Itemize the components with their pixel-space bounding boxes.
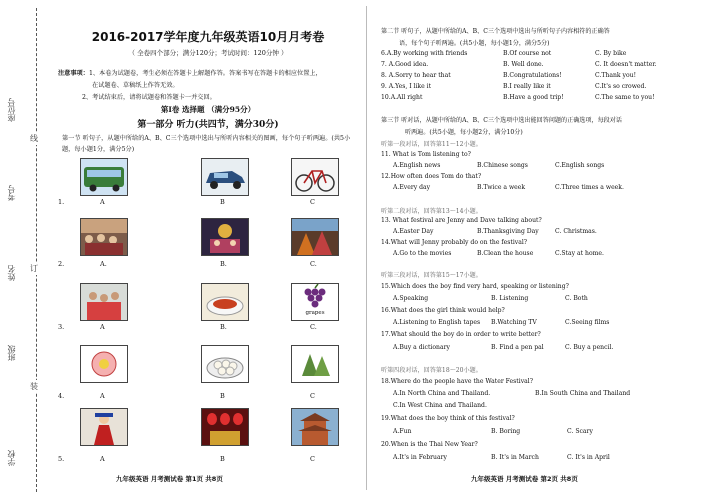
section-one-intro: 第一节 听句子，从题中所给的A、B、C三个选项中选出与所听内容相关的图画，每个句子听两遍。(共5小题，每小题1分，满分5分): [62, 135, 351, 153]
festival-picture-b: [201, 218, 249, 256]
q20-option-c: C. It's in April: [567, 454, 610, 461]
option-1a: A: [100, 198, 105, 206]
q14-option-b: B.Clean the house: [477, 250, 534, 257]
name-label: 姓名: [7, 265, 16, 281]
section-two-intro-2: 语，每个句子听两遍。(共5小题，每小题1分，满分5分): [399, 40, 550, 47]
q8-option-b: B.Congratulations!: [503, 72, 562, 79]
seat-number-label: 座位号: [7, 98, 16, 122]
notes-label: 注意事项：: [58, 70, 89, 77]
question-row-2: [58, 218, 358, 258]
q16-option-a: A.Listening to English tapes: [393, 319, 481, 326]
q19-option-a: A.Fun: [393, 428, 412, 435]
q8-option-a: 8. A.Sorry to hear that: [381, 72, 451, 79]
question-row-1: [58, 158, 358, 198]
q14-option-c: C.Stay at home.: [555, 250, 604, 257]
question-20: 20.When is the Thai New Year?: [381, 441, 478, 448]
class-label: 班级: [7, 345, 16, 361]
q13-option-c: C. Christmas.: [555, 228, 597, 235]
q18-option-c: C.In West China and Thailand.: [393, 402, 487, 409]
q17-option-c: C. Buy a pencil.: [565, 344, 614, 351]
question-number-5: 5.: [58, 455, 65, 463]
dialogue-3-heading: 听第三段对话，回答第15～17小题。: [381, 272, 482, 279]
question-14: 14.What will Jenny probably do on the festival?: [381, 239, 528, 246]
dish-picture: [201, 283, 249, 321]
option-4c: C: [310, 392, 315, 400]
exam-notes: [58, 68, 358, 104]
exam-title: 2016-2017学年度九年级英语10月月考卷: [91, 30, 325, 44]
q16-option-c: C.Seeing films: [565, 319, 610, 326]
crowd-picture: [80, 218, 128, 256]
binding-dashed-line: [36, 8, 37, 492]
q19-option-b: B. Boring: [491, 428, 521, 435]
bus-picture: [80, 158, 128, 196]
q13-option-a: A.Easter Day: [393, 228, 434, 235]
q10-option-b: B.Have a good trip!: [503, 94, 564, 101]
lanterns-picture: [201, 408, 249, 446]
q13-option-b: B.Thanksgiving Day: [477, 228, 539, 235]
question-11: 11. What is Tom listening to?: [381, 151, 471, 158]
q6-option-a: 6.A.By working with friends: [381, 50, 468, 57]
section-two-intro-1: 第二节 听句子，从题中所给的A、B、C三个选项中选出与所听句子内容相符的正确答: [381, 28, 610, 35]
binding-word-ding: 订: [30, 264, 38, 273]
option-3c: C.: [310, 323, 317, 331]
q12-option-b: B.Twice a week: [477, 184, 526, 191]
note-1: 1、本卷为试题卷，考生必须在答题卡上解题作答。答案书写在答题卡的相应位置上，: [88, 70, 322, 77]
q14-option-a: A.Go to the movies: [393, 250, 452, 257]
pagoda-picture: [291, 408, 339, 446]
question-19: 19.What does the boy think of this festival?: [381, 415, 515, 422]
dialogue-1-heading: 听第一段对话，回答第11～12小题。: [381, 141, 482, 148]
q9-option-c: C.It's so crowed.: [595, 83, 647, 90]
flower-picture: [80, 345, 128, 383]
dialogue-2-heading: 听第二段对话，回答第13～14小题。: [381, 208, 482, 215]
q11-option-a: A.English news: [393, 162, 441, 169]
exam-number-label: 考号: [7, 185, 16, 201]
question-13: 13. What festival are Jenny and Dave talking about?: [381, 217, 542, 224]
binding-word-zhuang: 装: [30, 382, 38, 391]
option-2b: B.: [220, 260, 227, 268]
q20-option-a: A.It's in February: [393, 454, 447, 461]
question-number-4: 4.: [58, 392, 65, 400]
dialogue-4-heading: 听第四段对话，回答第18～20小题。: [381, 367, 482, 374]
q15-option-a: A.Speaking: [393, 295, 429, 302]
option-5c: C: [310, 455, 315, 463]
q19-option-c: C. Scary: [567, 428, 593, 435]
question-12: 12.How often does Tom do that?: [381, 173, 482, 180]
costume-picture: [80, 408, 128, 446]
q15-option-b: B. Listening: [491, 295, 529, 302]
q17-option-b: B. Find a pen pal: [491, 344, 544, 351]
page-two-footer: 九年级英语 月考测试卷 第2页 共8页: [471, 475, 578, 483]
option-1c: C: [310, 198, 315, 206]
q6-option-b: B.Of course not: [503, 50, 552, 57]
question-18: 18.Where do the people have the Water Festival?: [381, 378, 533, 385]
q12-option-a: A.Every day: [393, 184, 431, 191]
q10-option-c: C.The same to you!: [595, 94, 655, 101]
q9-option-b: B.I really like it: [503, 83, 551, 90]
q7-option-c: C. It doesn't matter.: [595, 61, 657, 68]
question-row-3: [58, 283, 358, 323]
festival-picture-c: [291, 218, 339, 256]
q12-option-c: C.Three times a week.: [555, 184, 624, 191]
q16-option-b: B.Watching TV: [491, 319, 537, 326]
bicycle-picture: [291, 158, 339, 196]
q18-option-a: A.In North China and Thailand.: [393, 390, 491, 397]
option-2a: A.: [100, 260, 107, 268]
section-three-intro-2: 听两遍。(共5小题，每小题2分，满分10分): [405, 129, 523, 136]
question-17: 17.What should the boy do in order to write better?: [381, 331, 541, 338]
dumplings-picture: [201, 345, 249, 383]
binding-margin: [0, 0, 56, 496]
question-row-4: [58, 345, 358, 385]
exam-subtitle: （ 全卷四个部分；满分120分；考试时间：120分钟 ）: [128, 49, 288, 57]
q9-option-a: 9. A.Yes, I like it: [381, 83, 432, 90]
q6-option-c: C. By bike: [595, 50, 627, 57]
q11-option-c: C.English songs: [555, 162, 605, 169]
option-2c: C.: [310, 260, 317, 268]
q8-option-c: C.Thank you!: [595, 72, 637, 79]
volume-heading: 第Ⅰ卷 选择题 （满分95分）: [160, 105, 256, 114]
question-row-5: [58, 408, 358, 448]
option-1b: B: [220, 198, 225, 206]
option-5a: A: [100, 455, 105, 463]
family-picture: [80, 283, 128, 321]
q10-option-a: 10.A.All right: [381, 94, 423, 101]
grapes-caption: grapes: [305, 310, 325, 316]
question-15: 15.Which does the boy find very hard, speaking or listening?: [381, 283, 569, 290]
part-one-heading: 第一部分 听力(共四节，满分30分): [137, 120, 279, 130]
q7-option-a: 7. A.Good idea.: [381, 61, 429, 68]
option-4b: B: [220, 392, 225, 400]
section-three-intro-1: 第三节 听对话，从题中所给的A、B、C三个选项中选出能回答问题的正确选项，每段对话: [381, 117, 622, 124]
q18-option-b: B.In South China and Thailand: [535, 390, 631, 397]
q17-option-a: A.Buy a dictionary: [393, 344, 450, 351]
binding-word-xian: 线: [30, 134, 38, 143]
question-number-2: 2.: [58, 260, 65, 268]
car-picture: [201, 158, 249, 196]
page-divider: [366, 6, 367, 490]
option-3a: A: [100, 323, 105, 331]
question-number-3: 3.: [58, 323, 65, 331]
zongzi-picture: [291, 345, 339, 383]
q15-option-c: C. Both: [565, 295, 588, 302]
q20-option-b: B. It's in March: [491, 454, 539, 461]
q7-option-b: B. Well done.: [503, 61, 544, 68]
option-5b: B: [220, 455, 225, 463]
grapes-picture: [291, 283, 339, 321]
page-one-footer: 九年级英语 月考测试卷 第1页 共8页: [116, 475, 223, 483]
option-4a: A: [100, 392, 105, 400]
option-3b: B.: [220, 323, 227, 331]
note-1b: 在试题卷、草稿纸上作答无效。: [92, 82, 179, 89]
q11-option-b: B.Chinese songs: [477, 162, 528, 169]
question-16: 16.What does the girl think would help?: [381, 307, 505, 314]
question-number-1: 1.: [58, 198, 65, 206]
school-label: 学校: [7, 450, 16, 466]
note-2: 2、考试结束后，请将试题卷和答题卡一并交回。: [82, 94, 216, 101]
